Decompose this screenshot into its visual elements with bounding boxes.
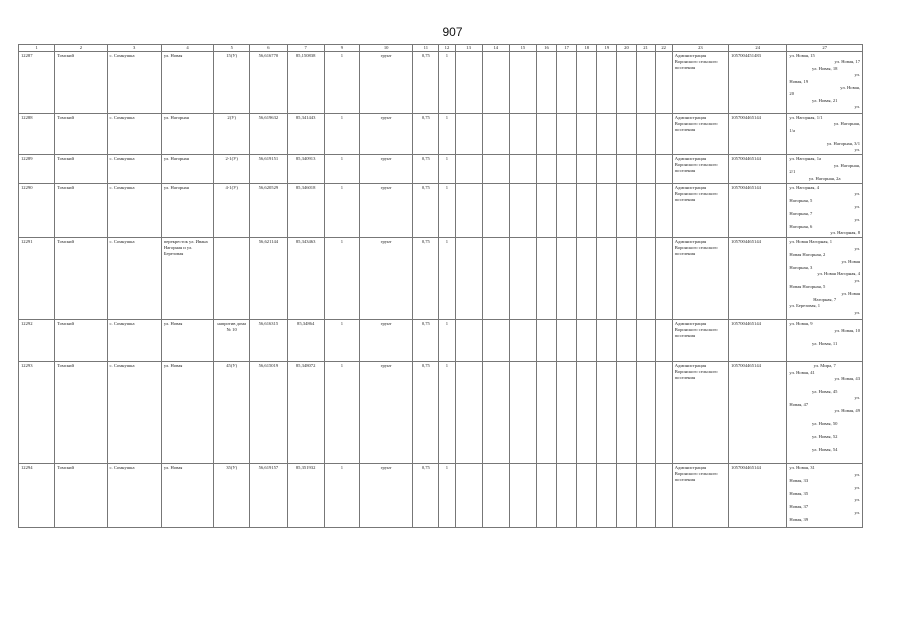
served-addresses-cell bbox=[787, 52, 863, 114]
empty-cell bbox=[509, 184, 536, 238]
administration-cell: Администрация Воронского сельского поселения bbox=[672, 320, 728, 362]
latitude-cell: 56,620529 bbox=[250, 184, 287, 238]
longitude-cell: 85,150838 bbox=[287, 52, 324, 114]
column-header: 6 bbox=[250, 45, 287, 52]
empty-cell bbox=[655, 114, 672, 155]
address-line: Новая, 37 bbox=[789, 503, 809, 509]
administration-cell: Администрация Воронского сельского поселения bbox=[672, 464, 728, 528]
table-row bbox=[19, 464, 863, 528]
container-count-cell: 1 bbox=[439, 184, 455, 238]
address-line: ул. Новая, 11 bbox=[812, 340, 838, 346]
address-line: Новая Нагорная, 5 bbox=[789, 284, 826, 290]
settlement-cell: с. Сомнушка bbox=[107, 362, 161, 464]
empty-cell bbox=[577, 238, 597, 320]
empty-cell bbox=[636, 464, 655, 528]
latitude-cell: 56,621144 bbox=[250, 238, 287, 320]
settlement-cell: с. Сомнушка bbox=[107, 238, 161, 320]
container-count-cell: 1 bbox=[439, 320, 455, 362]
area-cell: 0,75 bbox=[413, 362, 439, 464]
empty-cell bbox=[536, 320, 556, 362]
record-id-cell: 12290 bbox=[19, 184, 55, 238]
address-line: ул. Новая bbox=[841, 290, 860, 296]
empty-cell bbox=[536, 464, 556, 528]
served-addresses-cell bbox=[787, 238, 863, 320]
settlement-cell: с. Сомнушка bbox=[107, 52, 161, 114]
address-line: Новая, 47 bbox=[789, 401, 809, 407]
address-line: Новая, 35 bbox=[789, 490, 809, 496]
surface-cell: грунт bbox=[359, 320, 412, 362]
record-id-cell: 12294 bbox=[19, 464, 55, 528]
empty-cell bbox=[455, 320, 482, 362]
empty-cell bbox=[597, 238, 617, 320]
column-header: 19 bbox=[597, 45, 617, 52]
area-cell: 0,75 bbox=[413, 238, 439, 320]
empty-cell bbox=[597, 155, 617, 184]
surface-cell: грунт bbox=[359, 184, 412, 238]
empty-cell bbox=[617, 155, 636, 184]
district-cell: Томский bbox=[55, 184, 107, 238]
column-header: 13 bbox=[455, 45, 482, 52]
empty-cell bbox=[455, 184, 482, 238]
district-cell: Томский bbox=[55, 362, 107, 464]
empty-cell bbox=[557, 52, 577, 114]
address-line: Новая, 19 bbox=[789, 78, 809, 84]
house-cell: 2-1(У) bbox=[214, 155, 250, 184]
house-cell: напротив дома № 10 bbox=[214, 320, 250, 362]
container-count-cell: 1 bbox=[439, 114, 455, 155]
empty-cell bbox=[482, 320, 509, 362]
address-line: ул. Новая, 15 bbox=[789, 53, 815, 58]
empty-cell bbox=[617, 362, 636, 464]
address-line: Нагорная, 7 bbox=[789, 210, 813, 216]
table-row bbox=[19, 114, 863, 155]
container-count-cell: 1 bbox=[439, 464, 455, 528]
empty-cell bbox=[636, 320, 655, 362]
empty-cell bbox=[455, 238, 482, 320]
empty-cell bbox=[482, 52, 509, 114]
administration-cell: Администрация Воронского сельского поселения bbox=[672, 114, 728, 155]
empty-cell bbox=[636, 114, 655, 155]
address-line: ул. Новая, 54 bbox=[811, 446, 838, 452]
administration-cell: Администрация Воронского сельского поселения bbox=[672, 155, 728, 184]
container-count-cell: 1 bbox=[439, 52, 455, 114]
ogrn-cell: 1057004465144 bbox=[729, 155, 787, 184]
administration-cell: Администрация Воронского сельского поселения bbox=[672, 52, 728, 114]
count-cell: 1 bbox=[324, 114, 359, 155]
table-row bbox=[19, 155, 863, 184]
table-row bbox=[19, 52, 863, 114]
empty-cell bbox=[655, 464, 672, 528]
column-header: 23 bbox=[672, 45, 728, 52]
column-header: 14 bbox=[482, 45, 509, 52]
address-line: ул. bbox=[854, 497, 860, 503]
district-cell: Томский bbox=[55, 155, 107, 184]
column-header: 21 bbox=[636, 45, 655, 52]
address-line: ул. Новая, 9 bbox=[789, 321, 813, 327]
house-cell bbox=[214, 238, 250, 320]
served-addresses-cell bbox=[787, 114, 863, 155]
served-addresses-cell bbox=[787, 184, 863, 238]
area-cell: 0,75 bbox=[413, 464, 439, 528]
ogrn-cell: 1057004465144 bbox=[729, 320, 787, 362]
address-line: ул. Новая, 21 bbox=[811, 97, 838, 103]
container-count-cell: 1 bbox=[439, 238, 455, 320]
street-cell: ул. Новая bbox=[161, 464, 213, 528]
ogrn-cell: 1057004465144 bbox=[729, 362, 787, 464]
empty-cell bbox=[557, 320, 577, 362]
address-line: ул. Новая, 10 bbox=[834, 327, 860, 333]
longitude-cell: 85,346018 bbox=[287, 184, 324, 238]
empty-cell bbox=[509, 320, 536, 362]
street-cell: ул. Новая bbox=[161, 320, 213, 362]
address-line: ул. Новая, 50 bbox=[811, 420, 838, 426]
address-line: ул. Нагорная, bbox=[833, 121, 860, 127]
empty-cell bbox=[455, 464, 482, 528]
street-cell: ул. Новая bbox=[161, 52, 213, 114]
address-line: ул. Новая Нагорная, 1 bbox=[789, 239, 833, 245]
empty-cell bbox=[509, 238, 536, 320]
empty-cell bbox=[482, 238, 509, 320]
address-line: ул. Новая, 52 bbox=[811, 433, 838, 439]
address-line: ул. bbox=[854, 72, 860, 78]
street-cell: перекресток ул. Ивана Нагорная и ул. Березовая bbox=[161, 238, 213, 320]
empty-cell bbox=[455, 52, 482, 114]
address-line: ул. Новая, 17 bbox=[834, 59, 860, 65]
longitude-cell: 85,341443 bbox=[287, 114, 324, 155]
house-cell: 2(У) bbox=[214, 114, 250, 155]
count-cell: 1 bbox=[324, 238, 359, 320]
empty-cell bbox=[536, 184, 556, 238]
ogrn-cell: 1057004465144 bbox=[729, 114, 787, 155]
address-line: Новая, 33 bbox=[789, 478, 809, 484]
column-header: 27 bbox=[787, 45, 863, 52]
container-count-cell: 1 bbox=[439, 155, 455, 184]
address-line: ул. Нагорная, 8 bbox=[830, 229, 860, 235]
record-id-cell: 12293 bbox=[19, 362, 55, 464]
address-line: ул. bbox=[854, 204, 860, 210]
table-row bbox=[19, 184, 863, 238]
address-line: ул. bbox=[854, 147, 860, 153]
address-line: ул. bbox=[854, 104, 860, 110]
empty-cell bbox=[509, 155, 536, 184]
address-line: ул. bbox=[854, 217, 860, 223]
empty-cell bbox=[509, 52, 536, 114]
address-line: Нагорная, 5 bbox=[789, 197, 813, 203]
street-cell: ул. Новая bbox=[161, 362, 213, 464]
empty-cell bbox=[636, 362, 655, 464]
empty-cell bbox=[636, 52, 655, 114]
empty-cell bbox=[482, 155, 509, 184]
empty-cell bbox=[617, 52, 636, 114]
empty-cell bbox=[597, 184, 617, 238]
record-id-cell: 12291 bbox=[19, 238, 55, 320]
address-line: ул. Нагорная, 1а bbox=[789, 156, 822, 162]
served-addresses-cell bbox=[787, 464, 863, 528]
column-header: 7 bbox=[287, 45, 324, 52]
page-number: 907 bbox=[442, 25, 463, 39]
street-cell: ул. Нагорная bbox=[161, 114, 213, 155]
address-line: ул. Нагорная, 1/1 bbox=[789, 115, 823, 120]
surface-cell: грунт bbox=[359, 114, 412, 155]
ogrn-cell: 1057004465144 bbox=[729, 238, 787, 320]
empty-cell bbox=[455, 114, 482, 155]
district-cell: Томский bbox=[55, 114, 107, 155]
count-cell: 1 bbox=[324, 320, 359, 362]
address-line: Нагорная, 7 bbox=[813, 296, 837, 302]
address-line: ул. Новая Нагорная, 4 bbox=[817, 271, 860, 277]
surface-cell: грунт bbox=[359, 155, 412, 184]
empty-cell bbox=[557, 155, 577, 184]
address-line: ул. bbox=[854, 471, 860, 477]
empty-cell bbox=[577, 52, 597, 114]
longitude-cell: 85,348072 bbox=[287, 362, 324, 464]
ogrn-cell: 1057004465144 bbox=[729, 184, 787, 238]
empty-cell bbox=[455, 155, 482, 184]
column-header: 17 bbox=[557, 45, 577, 52]
empty-cell bbox=[536, 362, 556, 464]
served-addresses-cell bbox=[787, 320, 863, 362]
column-header: 3 bbox=[107, 45, 161, 52]
address-line: 1/а bbox=[789, 127, 796, 133]
empty-cell bbox=[636, 238, 655, 320]
house-cell: 45(У) bbox=[214, 362, 250, 464]
empty-cell bbox=[655, 238, 672, 320]
address-line: ул. Новая, 45 bbox=[811, 388, 838, 394]
ogrn-cell: 1057004451483 bbox=[729, 52, 787, 114]
address-line: Новая, 39 bbox=[789, 516, 809, 522]
address-line: ул. bbox=[854, 277, 860, 283]
district-cell: Томский bbox=[55, 238, 107, 320]
table-row bbox=[19, 320, 863, 362]
empty-cell bbox=[597, 362, 617, 464]
empty-cell bbox=[482, 362, 509, 464]
address-line: Новая Нагорная, 2 bbox=[789, 252, 826, 258]
street-cell: ул. Нагорная bbox=[161, 155, 213, 184]
address-line: ул. Мира, 7 bbox=[813, 363, 836, 369]
column-header: 22 bbox=[655, 45, 672, 52]
empty-cell bbox=[577, 155, 597, 184]
surface-cell: грунт bbox=[359, 464, 412, 528]
area-cell: 0,75 bbox=[413, 155, 439, 184]
address-line: ул. Нагорная, bbox=[833, 162, 860, 168]
address-line: ул. Новая, 49 bbox=[834, 408, 860, 414]
empty-cell bbox=[617, 320, 636, 362]
empty-cell bbox=[597, 464, 617, 528]
address-line: ул. Новая, 18 bbox=[811, 65, 838, 71]
empty-cell bbox=[577, 362, 597, 464]
empty-cell bbox=[577, 114, 597, 155]
empty-cell bbox=[536, 52, 556, 114]
empty-cell bbox=[509, 362, 536, 464]
empty-cell bbox=[636, 184, 655, 238]
empty-cell bbox=[617, 238, 636, 320]
settlement-cell: с. Сомнушка bbox=[107, 184, 161, 238]
address-line: ул. bbox=[854, 309, 860, 315]
count-cell: 1 bbox=[324, 155, 359, 184]
house-cell: 4-1(У) bbox=[214, 184, 250, 238]
administration-cell: Администрация Воронского сельского поселения bbox=[672, 184, 728, 238]
settlement-cell: с. Сомнушка bbox=[107, 464, 161, 528]
administration-cell: Администрация Воронского сельского поселения bbox=[672, 238, 728, 320]
record-id-cell: 12287 bbox=[19, 52, 55, 114]
address-line: ул. Новая, 43 bbox=[834, 376, 860, 382]
empty-cell bbox=[655, 52, 672, 114]
empty-cell bbox=[536, 155, 556, 184]
district-cell: Томский bbox=[55, 320, 107, 362]
latitude-cell: 56,619151 bbox=[250, 155, 287, 184]
count-cell: 1 bbox=[324, 464, 359, 528]
address-line: Нагорная, 3 bbox=[789, 264, 813, 270]
latitude-cell: 56,616770 bbox=[250, 52, 287, 114]
surface-cell: грунт bbox=[359, 362, 412, 464]
empty-cell bbox=[557, 184, 577, 238]
empty-cell bbox=[655, 362, 672, 464]
empty-cell bbox=[577, 184, 597, 238]
empty-cell bbox=[617, 114, 636, 155]
column-header: 5 bbox=[214, 45, 250, 52]
empty-cell bbox=[597, 114, 617, 155]
record-id-cell: 12288 bbox=[19, 114, 55, 155]
district-cell: Томский bbox=[55, 464, 107, 528]
longitude-cell: 85,343463 bbox=[287, 238, 324, 320]
empty-cell bbox=[482, 184, 509, 238]
empty-cell bbox=[617, 464, 636, 528]
house-cell: 15(У) bbox=[214, 52, 250, 114]
empty-cell bbox=[655, 320, 672, 362]
district-cell: Томский bbox=[55, 52, 107, 114]
empty-cell bbox=[557, 464, 577, 528]
empty-cell bbox=[509, 464, 536, 528]
longitude-cell: 85,340913 bbox=[287, 155, 324, 184]
column-header: 12 bbox=[439, 45, 455, 52]
settlement-cell: с. Сомнушка bbox=[107, 114, 161, 155]
empty-cell bbox=[557, 114, 577, 155]
address-line: ул. Нагорная, 3/1 bbox=[826, 140, 860, 146]
longitude-cell: 85,34864 bbox=[287, 320, 324, 362]
house-cell: 35(У) bbox=[214, 464, 250, 528]
empty-cell bbox=[597, 320, 617, 362]
settlement-cell: с. Сомнушка bbox=[107, 155, 161, 184]
latitude-cell: 56,616315 bbox=[250, 320, 287, 362]
settlement-cell: с. Сомнушка bbox=[107, 320, 161, 362]
empty-cell bbox=[557, 238, 577, 320]
area-cell: 0,75 bbox=[413, 320, 439, 362]
empty-cell bbox=[617, 184, 636, 238]
empty-cell bbox=[597, 52, 617, 114]
latitude-cell: 56,619632 bbox=[250, 114, 287, 155]
empty-cell bbox=[577, 320, 597, 362]
column-header: 15 bbox=[509, 45, 536, 52]
empty-cell bbox=[655, 184, 672, 238]
address-line: ул. Березовая, 1 bbox=[789, 303, 821, 309]
empty-cell bbox=[655, 155, 672, 184]
address-line: 20 bbox=[789, 91, 794, 97]
column-header: 1 bbox=[19, 45, 55, 52]
empty-cell bbox=[536, 114, 556, 155]
address-line: ул. bbox=[854, 395, 860, 401]
surface-cell: грунт bbox=[359, 238, 412, 320]
column-header: 16 bbox=[536, 45, 556, 52]
served-addresses-cell bbox=[787, 155, 863, 184]
column-header: 20 bbox=[617, 45, 636, 52]
empty-cell bbox=[482, 114, 509, 155]
ogrn-cell: 1057004465144 bbox=[729, 464, 787, 528]
address-line: 2/1 bbox=[789, 169, 796, 175]
column-header-row bbox=[19, 45, 863, 52]
area-cell: 0,75 bbox=[413, 114, 439, 155]
address-line: Нагорная, 6 bbox=[789, 223, 813, 229]
area-cell: 0,75 bbox=[413, 52, 439, 114]
count-cell: 1 bbox=[324, 184, 359, 238]
column-header: 11 bbox=[413, 45, 439, 52]
address-line: ул. bbox=[854, 191, 860, 197]
street-cell: ул. Нагорная bbox=[161, 184, 213, 238]
address-line: ул. Новая, bbox=[840, 85, 860, 91]
longitude-cell: 85,351932 bbox=[287, 464, 324, 528]
served-addresses-cell bbox=[787, 362, 863, 464]
address-line: ул. Новая, 41 bbox=[789, 369, 815, 375]
empty-cell bbox=[509, 114, 536, 155]
address-line: ул. Новая, 31 bbox=[789, 465, 815, 471]
area-cell: 0,75 bbox=[413, 184, 439, 238]
empty-cell bbox=[536, 238, 556, 320]
column-header: 10 bbox=[359, 45, 412, 52]
administration-cell: Администрация Воронского сельского поселения bbox=[672, 362, 728, 464]
latitude-cell: 56,615019 bbox=[250, 362, 287, 464]
surface-cell: грунт bbox=[359, 52, 412, 114]
column-header: 2 bbox=[55, 45, 107, 52]
count-cell: 1 bbox=[324, 362, 359, 464]
empty-cell bbox=[636, 155, 655, 184]
empty-cell bbox=[577, 464, 597, 528]
address-line: ул. bbox=[854, 484, 860, 490]
address-line: ул. bbox=[854, 510, 860, 516]
table-row bbox=[19, 362, 863, 464]
latitude-cell: 56,619157 bbox=[250, 464, 287, 528]
address-line: ул. bbox=[854, 245, 860, 251]
empty-cell bbox=[455, 362, 482, 464]
column-header: 24 bbox=[729, 45, 787, 52]
column-header: 18 bbox=[577, 45, 597, 52]
count-cell: 1 bbox=[324, 52, 359, 114]
empty-cell bbox=[557, 362, 577, 464]
address-line: ул. Нагорная, 2а bbox=[808, 175, 841, 181]
address-line: ул. Нагорная, 4 bbox=[789, 185, 819, 191]
record-id-cell: 12292 bbox=[19, 320, 55, 362]
column-header: 4 bbox=[161, 45, 213, 52]
container-count-cell: 1 bbox=[439, 362, 455, 464]
registry-table bbox=[18, 44, 863, 528]
table-row bbox=[19, 238, 863, 320]
record-id-cell: 12289 bbox=[19, 155, 55, 184]
column-header: 9 bbox=[324, 45, 359, 52]
empty-cell bbox=[482, 464, 509, 528]
address-line: ул. Новая bbox=[841, 258, 860, 264]
